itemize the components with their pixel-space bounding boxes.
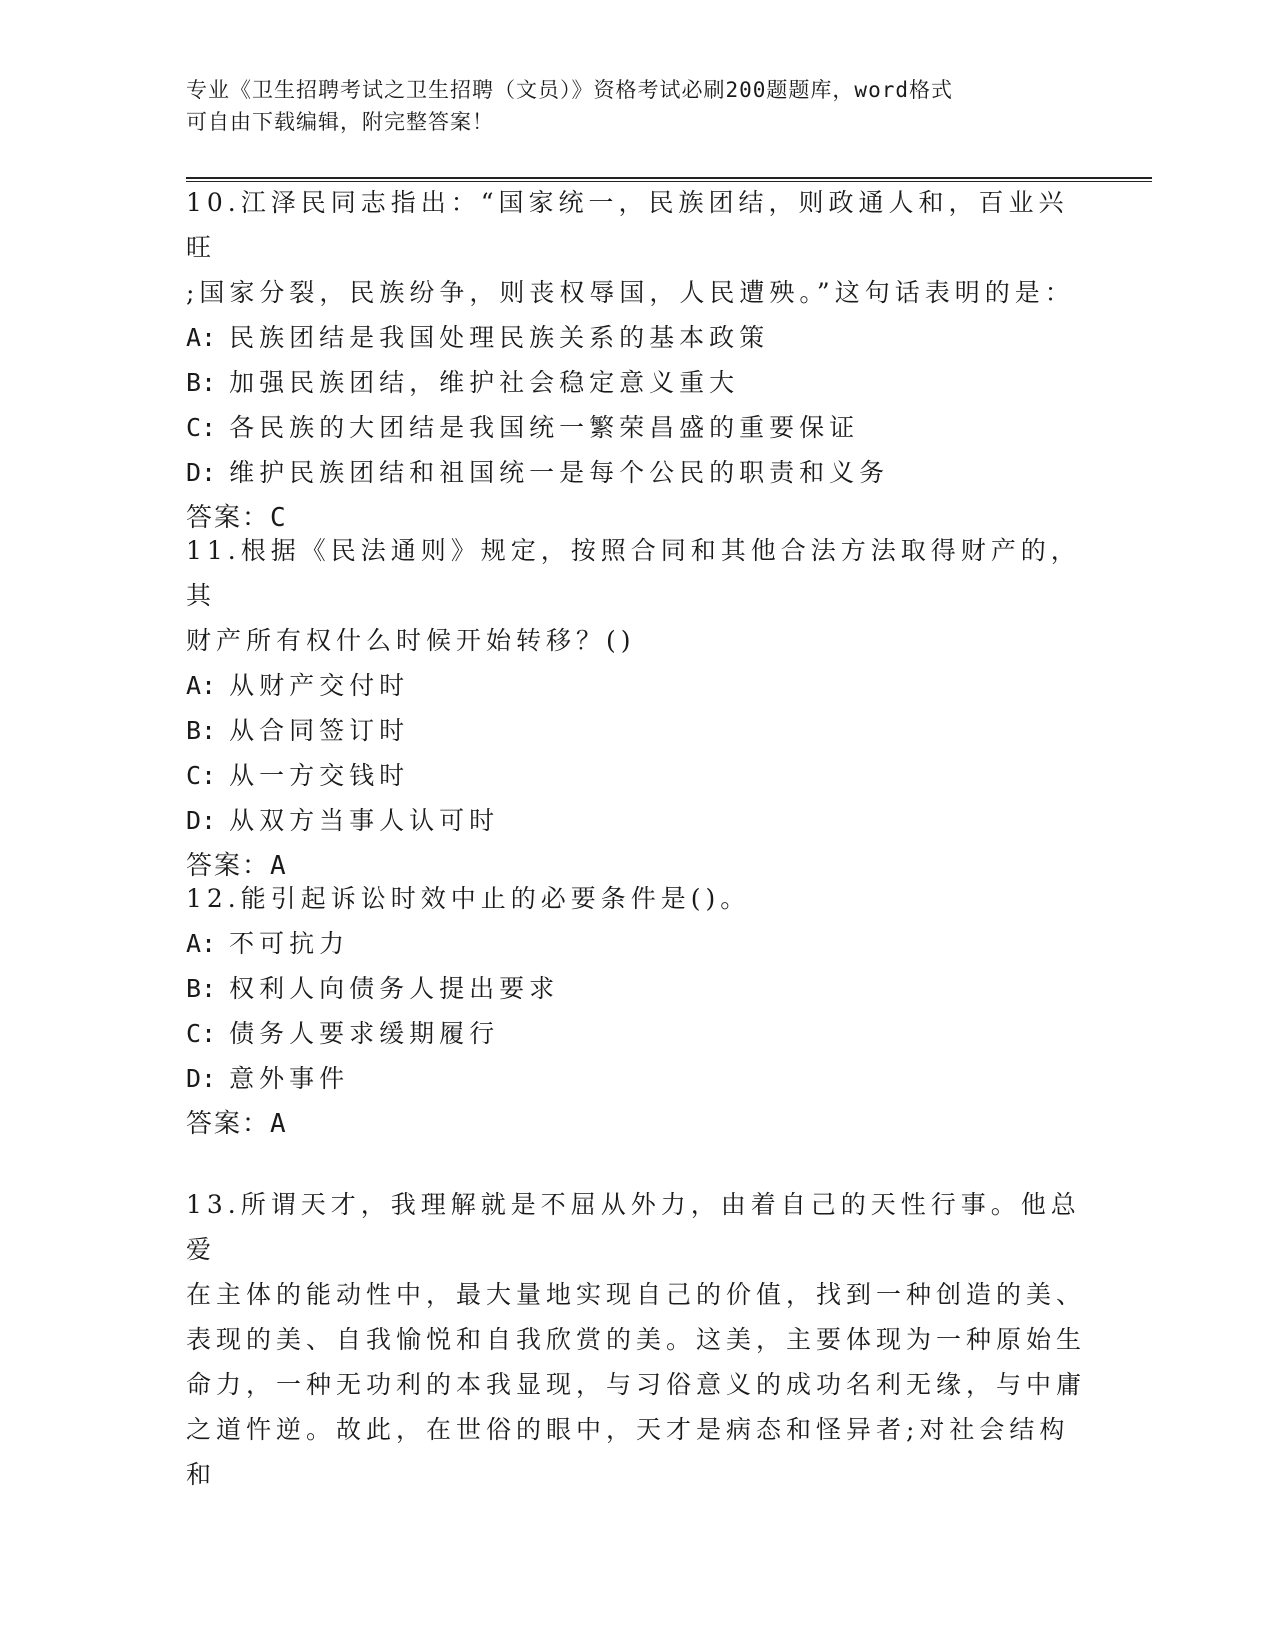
option-b: B: 加强民族团结，维护社会稳定意义重大 bbox=[186, 368, 740, 397]
header-line-2: 可自由下载编辑，附完整答案！ bbox=[186, 110, 494, 134]
option-a: A: 民族团结是我国处理民族关系的基本政策 bbox=[186, 323, 770, 352]
question-stem-line: 之道忤逆。故此，在世俗的眼中，天才是病态和怪异者;对社会结构和 bbox=[186, 1415, 1070, 1489]
header-line-1: 专业《卫生招聘考试之卫生招聘（文员）》资格考试必刷200题题库，word格式 bbox=[186, 78, 953, 102]
question-stem-line: 命力，一种无功利的本我显现，与习俗意义的成功名利无缘，与中庸 bbox=[186, 1370, 1087, 1399]
question-stem-line: ;国家分裂，民族纷争，则丧权辱国，人民遭殃。”这句话表明的是： bbox=[186, 278, 1075, 307]
question-stem-line: 12.能引起诉讼时效中止的必要条件是()。 bbox=[186, 884, 751, 913]
option-a: A: 从财产交付时 bbox=[186, 671, 410, 700]
question-stem-line: 11.根据《民法通则》规定，按照合同和其他合法方法取得财产的，其 bbox=[186, 536, 1081, 610]
option-d: D: 意外事件 bbox=[186, 1064, 350, 1093]
option-c: C: 各民族的大团结是我国统一繁荣昌盛的重要保证 bbox=[186, 413, 860, 442]
option-b: B: 从合同签订时 bbox=[186, 716, 410, 745]
question-13 bbox=[186, 1182, 1086, 1497]
option-c: C: 债务人要求缓期履行 bbox=[186, 1019, 500, 1048]
answer-line: 答案：A bbox=[186, 851, 286, 881]
answer-line: 答案：C bbox=[186, 503, 286, 533]
header-divider-thick bbox=[186, 177, 1152, 179]
option-c: C: 从一方交钱时 bbox=[186, 761, 410, 790]
question-stem-line: 10.江泽民同志指出：“国家统一，民族团结，则政通人和，百业兴旺 bbox=[186, 188, 1069, 262]
question-11 bbox=[186, 528, 1086, 889]
question-12 bbox=[186, 876, 1086, 1147]
question-stem-line: 13.所谓天才，我理解就是不屈从外力，由着自己的天性行事。他总爱 bbox=[186, 1190, 1081, 1264]
question-stem-line: 财产所有权什么时候开始转移？() bbox=[186, 626, 636, 655]
question-stem-line: 在主体的能动性中，最大量地实现自己的价值，找到一种创造的美、 bbox=[186, 1280, 1087, 1309]
option-d: D: 从双方当事人认可时 bbox=[186, 806, 500, 835]
document-header bbox=[186, 74, 1066, 138]
option-a: A: 不可抗力 bbox=[186, 929, 350, 958]
question-10 bbox=[186, 180, 1086, 541]
option-b: B: 权利人向债务人提出要求 bbox=[186, 974, 560, 1003]
answer-line: 答案：A bbox=[186, 1109, 286, 1139]
question-stem-line: 表现的美、自我愉悦和自我欣赏的美。这美，主要体现为一种原始生 bbox=[186, 1325, 1087, 1354]
option-d: D: 维护民族团结和祖国统一是每个公民的职责和义务 bbox=[186, 458, 890, 487]
